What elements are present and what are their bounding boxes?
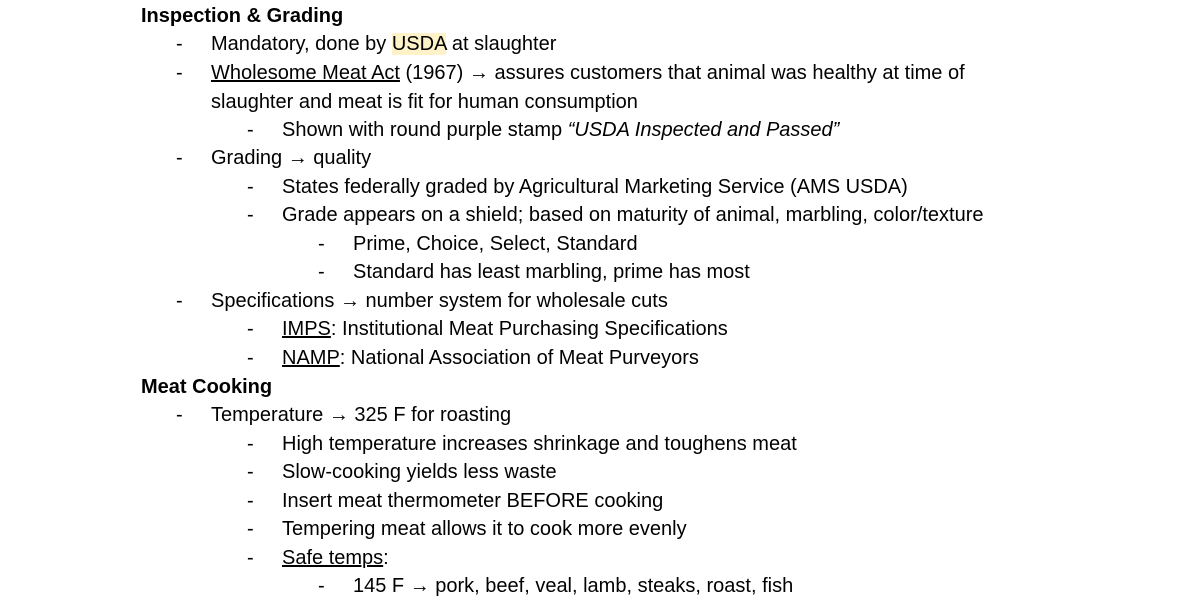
bullet-dash: - [176,33,183,55]
item-text: Temperature → 325 F for roasting [211,404,512,426]
bullet-dash: - [176,290,183,312]
bullet-dash: - [247,347,254,369]
list-item [247,430,1112,459]
list-item [247,315,1112,344]
item-text: Grading → quality [211,147,372,169]
item-text: States federally graded by Agricultural Marketing Service (AMS USDA) [282,176,908,198]
highlighted-text: USDA [391,33,447,55]
section-heading-inspection-grading: Inspection & Grading [141,5,344,27]
bullet-dash: - [176,404,183,426]
item-text: 145 F → pork, beef, veal, lamb, steaks, roast, fish [353,575,794,597]
list-item [247,458,1112,487]
item-text: Specifications → number system for wholesale cuts [211,290,668,312]
item-text: Standard has least marbling, prime has most [353,261,750,283]
list-item [318,258,1153,287]
list-item [176,144,1041,173]
list-item [247,173,1112,202]
bullet-dash: - [247,119,254,141]
bullet-dash: - [318,261,325,283]
list-item [318,230,1153,259]
item-text: : National Association of Meat Purveyors [339,347,699,369]
underlined-term: Wholesome Meat Act [211,62,400,84]
underlined-term: Safe temps [282,547,384,569]
item-text: Shown with round purple stamp [282,119,568,141]
bullet-dash: - [247,204,254,226]
item-text: Tempering meat allows it to cook more evenly [282,518,687,540]
item-text: at slaughter [446,33,557,55]
list-item [176,30,1041,59]
bullet-dash: - [176,62,183,84]
list-item [318,572,1153,601]
bullet-dash: - [247,547,254,569]
list-item [176,287,1041,316]
item-text: High temperature increases shrinkage and toughens meat [282,433,797,455]
item-text: Prime, Choice, Select, Standard [353,233,638,255]
item-text: Mandatory, done by [211,33,392,55]
bullet-dash: - [247,461,254,483]
list-item [247,344,1112,373]
list-item [247,116,1112,145]
bullet-dash: - [247,518,254,540]
italic-quote: “USDA Inspected and Passed” [567,119,840,141]
bullet-dash: - [247,318,254,340]
bullet-dash: - [176,147,183,169]
list-item [247,201,1112,230]
bullet-dash: - [247,490,254,512]
list-item [247,487,1112,516]
bullet-dash: - [247,433,254,455]
list-item [176,59,1041,116]
list-item [176,401,1041,430]
list-item [247,544,1112,573]
item-text: : [383,547,389,569]
bullet-dash: - [318,575,325,597]
list-item [247,515,1112,544]
underlined-term: IMPS [282,318,331,340]
item-text: : Institutional Meat Purchasing Specifications [330,318,728,340]
underlined-term: NAMP [282,347,340,369]
bullet-dash: - [247,176,254,198]
item-text: (1967) → assures customers that animal was healthy at time of slaughter and meat is fit for human consumption [211,62,965,113]
item-text: Grade appears on a shield; based on maturity of animal, marbling, color/texture [282,204,984,226]
section-heading-meat-cooking: Meat Cooking [141,376,273,398]
bullet-dash: - [318,233,325,255]
item-text: Slow-cooking yields less waste [282,461,557,483]
item-text: Insert meat thermometer BEFORE cooking [282,490,664,512]
